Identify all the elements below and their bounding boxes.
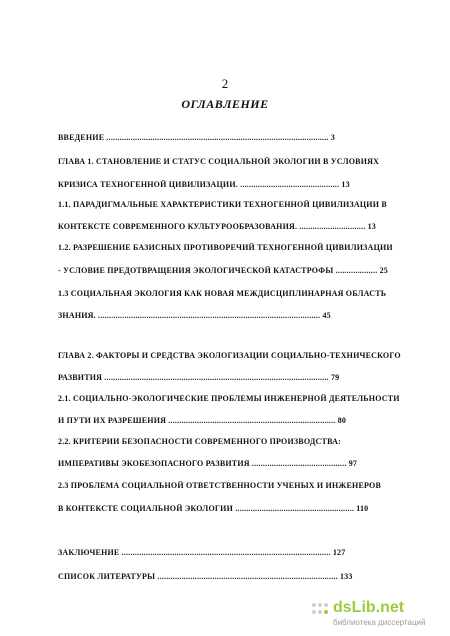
toc-entry-section-1-2-cont: - УСЛОВИЕ ПРЕДОТВРАЩЕНИЯ ЭКОЛОГИЧЕСКОЙ КАТАСТРОФЫ ................... 25	[58, 266, 388, 275]
toc-entry-references: СПИСОК ЛИТЕРАТУРЫ .................................................................................. 133	[58, 572, 353, 581]
toc-title: ОГЛАВЛЕНИЕ	[181, 97, 269, 111]
watermark-subtitle: библиотека диссертаций	[333, 618, 426, 627]
toc-entry-section-2-1: 2.1. СОЦИАЛЬНО-ЭКОЛОГИЧЕСКИЕ ПРОБЛЕМЫ ИНЖЕНЕРНОЙ ДЕЯТЕЛЬНОСТИ	[58, 394, 400, 403]
toc-entry-section-2-2: 2.2. КРИТЕРИИ БЕЗОПАСНОСТИ СОВРЕМЕННОГО ПРОИЗВОДСТВА:	[58, 437, 341, 446]
toc-entry-chapter-2: ГЛАВА 2. ФАКТОРЫ И СРЕДСТВА ЭКОЛОГИЗАЦИИ СОЦИАЛЬНО-ТЕХНИЧЕСКОГО	[58, 351, 401, 360]
toc-entry-chapter-1: ГЛАВА 1. СТАНОВЛЕНИЕ И СТАТУС СОЦИАЛЬНОЙ ЭКОЛОГИИ В УСЛОВИЯХ	[58, 157, 380, 166]
page-number: 2	[221, 76, 229, 91]
watermark-brand: dsLib.net	[333, 599, 405, 616]
toc-entry-section-1-1-cont: КОНТЕКСТЕ СОВРЕМЕННОГО КУЛЬТУРООБРАЗОВАНИЯ. .............................. 13	[58, 222, 377, 231]
toc-entry-conclusion: ЗАКЛЮЧЕНИЕ ............................................................................................... 127	[58, 548, 346, 557]
toc-entry-section-2-3-cont: В КОНТЕКСТЕ СОЦИАЛЬНОЙ ЭКОЛОГИИ ...................................................... 110	[58, 504, 369, 513]
toc-entry-section-1-1: 1.1. ПАРАДИГМАЛЬНЫЕ ХАРАКТЕРИСТИКИ ТЕХНОГЕННОЙ ЦИВИЛИЗАЦИИ В	[58, 200, 387, 209]
toc-entry-section-1-3-cont: ЗНАНИЯ. ..................................................................................................... 45	[58, 311, 331, 320]
toc-entry-chapter-1-cont: КРИЗИСА ТЕХНОГЕННОЙ ЦИВИЛИЗАЦИИ. ............................................. 13	[58, 180, 350, 189]
watermark-logo	[333, 600, 438, 628]
toc-entry-section-1-3: 1.3 СОЦИАЛЬНАЯ ЭКОЛОГИЯ КАК НОВАЯ МЕЖДИСЦИПЛИНАРНАЯ ОБЛАСТЬ	[58, 289, 387, 298]
toc-entry-section-2-1-cont: И ПУТИ ИХ РАЗРЕШЕНИЯ ............................................................................ 80	[58, 416, 347, 425]
toc-entry-section-2-3: 2.3 ПРОБЛЕМА СОЦИАЛЬНОЙ ОТВЕТСТВЕННОСТИ УЧЕНЫХ И ИНЖЕНЕРОВ	[58, 481, 381, 490]
toc-entry-chapter-2-cont: РАЗВИТИЯ ...................................................................................................... 79	[58, 373, 340, 382]
dots-logo-icon	[311, 602, 331, 616]
toc-entry-section-2-2-cont: ИМПЕРАТИВЫ ЭКОБЕЗОПАСНОГО РАЗВИТИЯ ........................................... 97	[58, 459, 358, 468]
toc-entry-section-1-2: 1.2. РАЗРЕШЕНИЕ БАЗИСНЫХ ПРОТИВОРЕЧИЙ ТЕХНОГЕННОЙ ЦИВИЛИЗАЦИИ	[58, 243, 393, 252]
toc-entry-introduction: ВВЕДЕНИЕ ..................................................................................................... 3	[58, 133, 336, 142]
